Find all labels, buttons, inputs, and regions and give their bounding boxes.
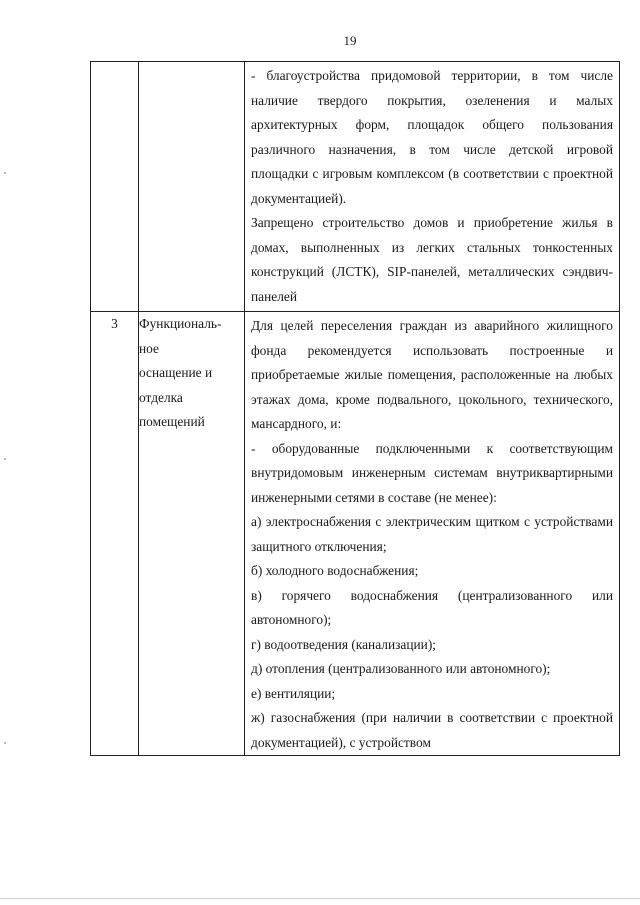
table-row — [91, 62, 620, 312]
scan-artifact — [4, 172, 6, 174]
row-number-cell: 3 — [91, 312, 139, 756]
scan-artifact — [4, 458, 6, 460]
name-line: Функциональ- — [139, 316, 222, 331]
page-number: 19 — [343, 33, 357, 48]
paragraph: в) горячего водоснабжения (централизованного или автономного); — [251, 587, 613, 627]
paragraph: ж) газоснабжения (при наличии в соответствии с проектной документацией), с устройством — [251, 710, 613, 750]
name-line: помещений — [139, 414, 205, 429]
paragraph: Для целей переселения граждан из аварийного жилищного фонда рекомендуется использовать построенные и приобретаемые жилые помещения, расположенные на любых этажах дома, кроме подвального, цокольного, технического, мансардного, и: — [251, 318, 613, 431]
row-description-cell — [245, 62, 620, 312]
paragraph: д) отопления (централизованного или автономного); — [251, 661, 551, 676]
paragraph: е) вентиляции; — [251, 685, 336, 701]
paragraph: а) электроснабжения с электрическим щитком с устройствами защитного отключения; — [251, 514, 613, 554]
requirements-table — [90, 61, 620, 756]
paragraph: Запрещено строительство домов и приобретение жилья в домах, выполненных из легких стальных тонкостенных конструкций (ЛСТК), SIP-панелей, металлических сэндвич-панелей — [251, 215, 613, 304]
name-line: ное — [139, 340, 159, 356]
row-description-cell — [245, 312, 620, 756]
paragraph: б) холодного водоснабжения; — [251, 563, 419, 578]
name-line: отделка — [139, 389, 183, 405]
scan-artifact — [4, 742, 6, 744]
row-number-cell — [91, 62, 139, 312]
paragraph: - благоустройства придомовой территории, в том числе наличие твердого покрытия, озеленения и малых архитектурных форм, площадок общего пользования различного назначения, в том числе детской игровой площадки с игровым комплексом (в соответствии с проектной документацией). — [251, 68, 613, 206]
row-name-cell — [139, 62, 245, 312]
scan-edge-line — [0, 898, 640, 899]
table-row — [91, 312, 620, 756]
row-name-cell — [139, 312, 245, 756]
paragraph: - оборудованные подключенными к соответствующим внутридомовым инженерным системам внутриквартирными инженерными сетями в составе (не менее): — [251, 440, 613, 505]
paragraph: г) водоотведения (канализации); — [251, 636, 437, 652]
name-line: оснащение и — [139, 365, 213, 380]
